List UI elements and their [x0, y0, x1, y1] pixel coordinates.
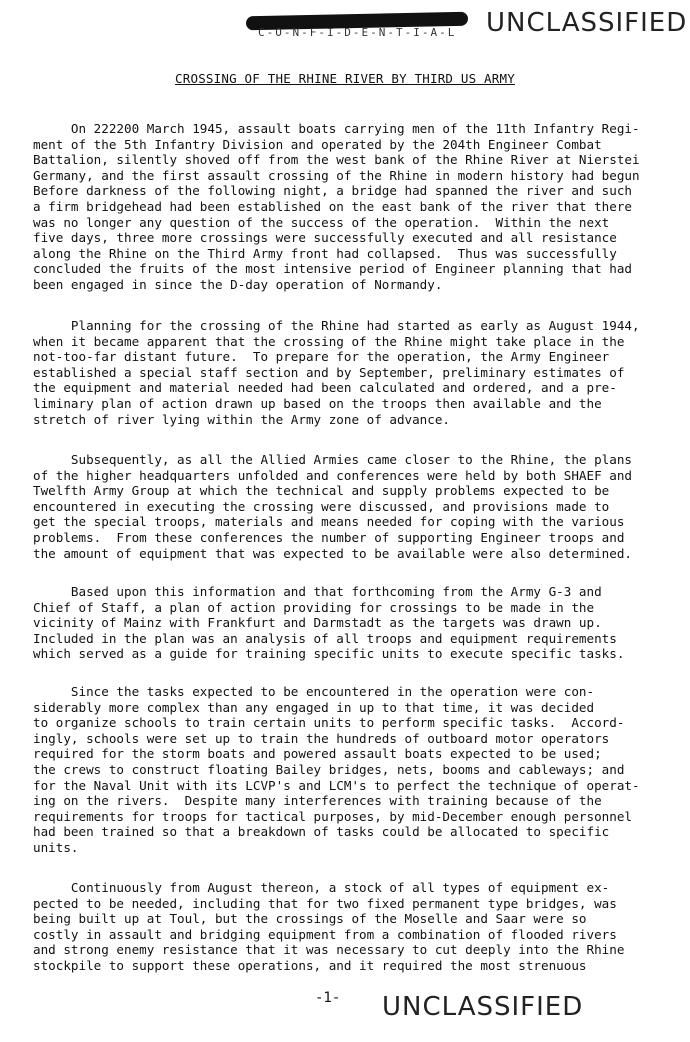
paragraph-1: On 222200 March 1945, assault boats carrying men of the 11th Infantry Regi- ment of the 5th Infantry Division and operated by the 204th Engineer Combat Battalion, silently shoved off from the west bank of the Rhine River at Nierstei Germany, and the first assault crossing of the Rhine in modern history had begun Before darkness of the following night, a bridge had spanned the river and such a firm bridgehead had been established on the east bank of the river that there was no longer any question of the success of the operation. Within the next five days, three more crossings were successfully executed and all resistance along the Rhine on the Third Army front had collapsed. Thus was successfully concluded the fruits of the most intensive period of Engineer planning that had been engaged in since the D-day operation of Normandy.: [33, 121, 640, 292]
classification-stamp-bottom: UNCLASSIFIED: [382, 992, 584, 1022]
document-title: CROSSING OF THE RHINE RIVER BY THIRD US ARMY: [175, 71, 515, 86]
paragraph-4: Based upon this information and that forthcoming from the Army G-3 and Chief of Staff, a plan of action providing for crossings to be made in the vicinity of Mainz with Frankfurt and Darmstadt as the targets was drawn up. Included in the plan was an analysis of all troops and equipment requirements which served as a guide for training specific units to execute specific tasks.: [33, 584, 625, 662]
paragraph-2: Planning for the crossing of the Rhine had started as early as August 1944, when it became apparent that the crossing of the Rhine might take place in the not-too-far distant future. To prepare for the operation, the Army Engineer established a special staff section and by September, preliminary estimates of the equipment and material needed had been calculated and ordered, and a pre- liminary plan of action drawn up based on the troops then available and the stretch of river lying within the Army zone of advance.: [33, 318, 640, 427]
page-number: -1-: [315, 990, 341, 1006]
classification-stamp-top: UNCLASSIFIED: [486, 8, 688, 38]
redacted-classification-marking: C-O-N-F-I-D-E-N-T-I-A-L: [258, 26, 457, 39]
paragraph-3: Subsequently, as all the Allied Armies came closer to the Rhine, the plans of the higher headquarters unfolded and conferences were held by both SHAEF and Twelfth Army Group at which the technical and supply problems expected to be encountered in executing the crossing were discussed, and provisions made to get the special troops, materials and means needed for coping with the various problems. From these conferences the number of supporting Engineer troops and the amount of equipment that was expected to be available were also determined.: [33, 452, 632, 561]
paragraph-5: Since the tasks expected to be encountered in the operation were con- siderably more complex than any engaged in up to that time, it was decided to organize schools to train certain units to perform specific tasks. Accord- ingly, schools were set up to train the hundreds of outboard motor operators required for the storm boats and powered assault boats expected to be used; the crews to construct floating Bailey bridges, nets, booms and cableways; and for the Naval Unit with its LCVP's and LCM's to perfect the technique of operat- ing on the rivers. Despite many interferences with training because of the requirements for troops for tactical purposes, by mid-December enough personnel had been trained so that a breakdown of tasks could be allocated to specific units.: [33, 684, 640, 855]
paragraph-6: Continuously from August thereon, a stock of all types of equipment ex- pected to be needed, including that for two fixed permanent type bridges, was being built up at Toul, but the crossings of the Moselle and Saar were so costly in assault and bridging equipment from a combination of flooded rivers and strong enemy resistance that it was necessary to cut deeply into the Rhine stockpile to support these operations, and it required the most strenuous: [33, 880, 625, 973]
